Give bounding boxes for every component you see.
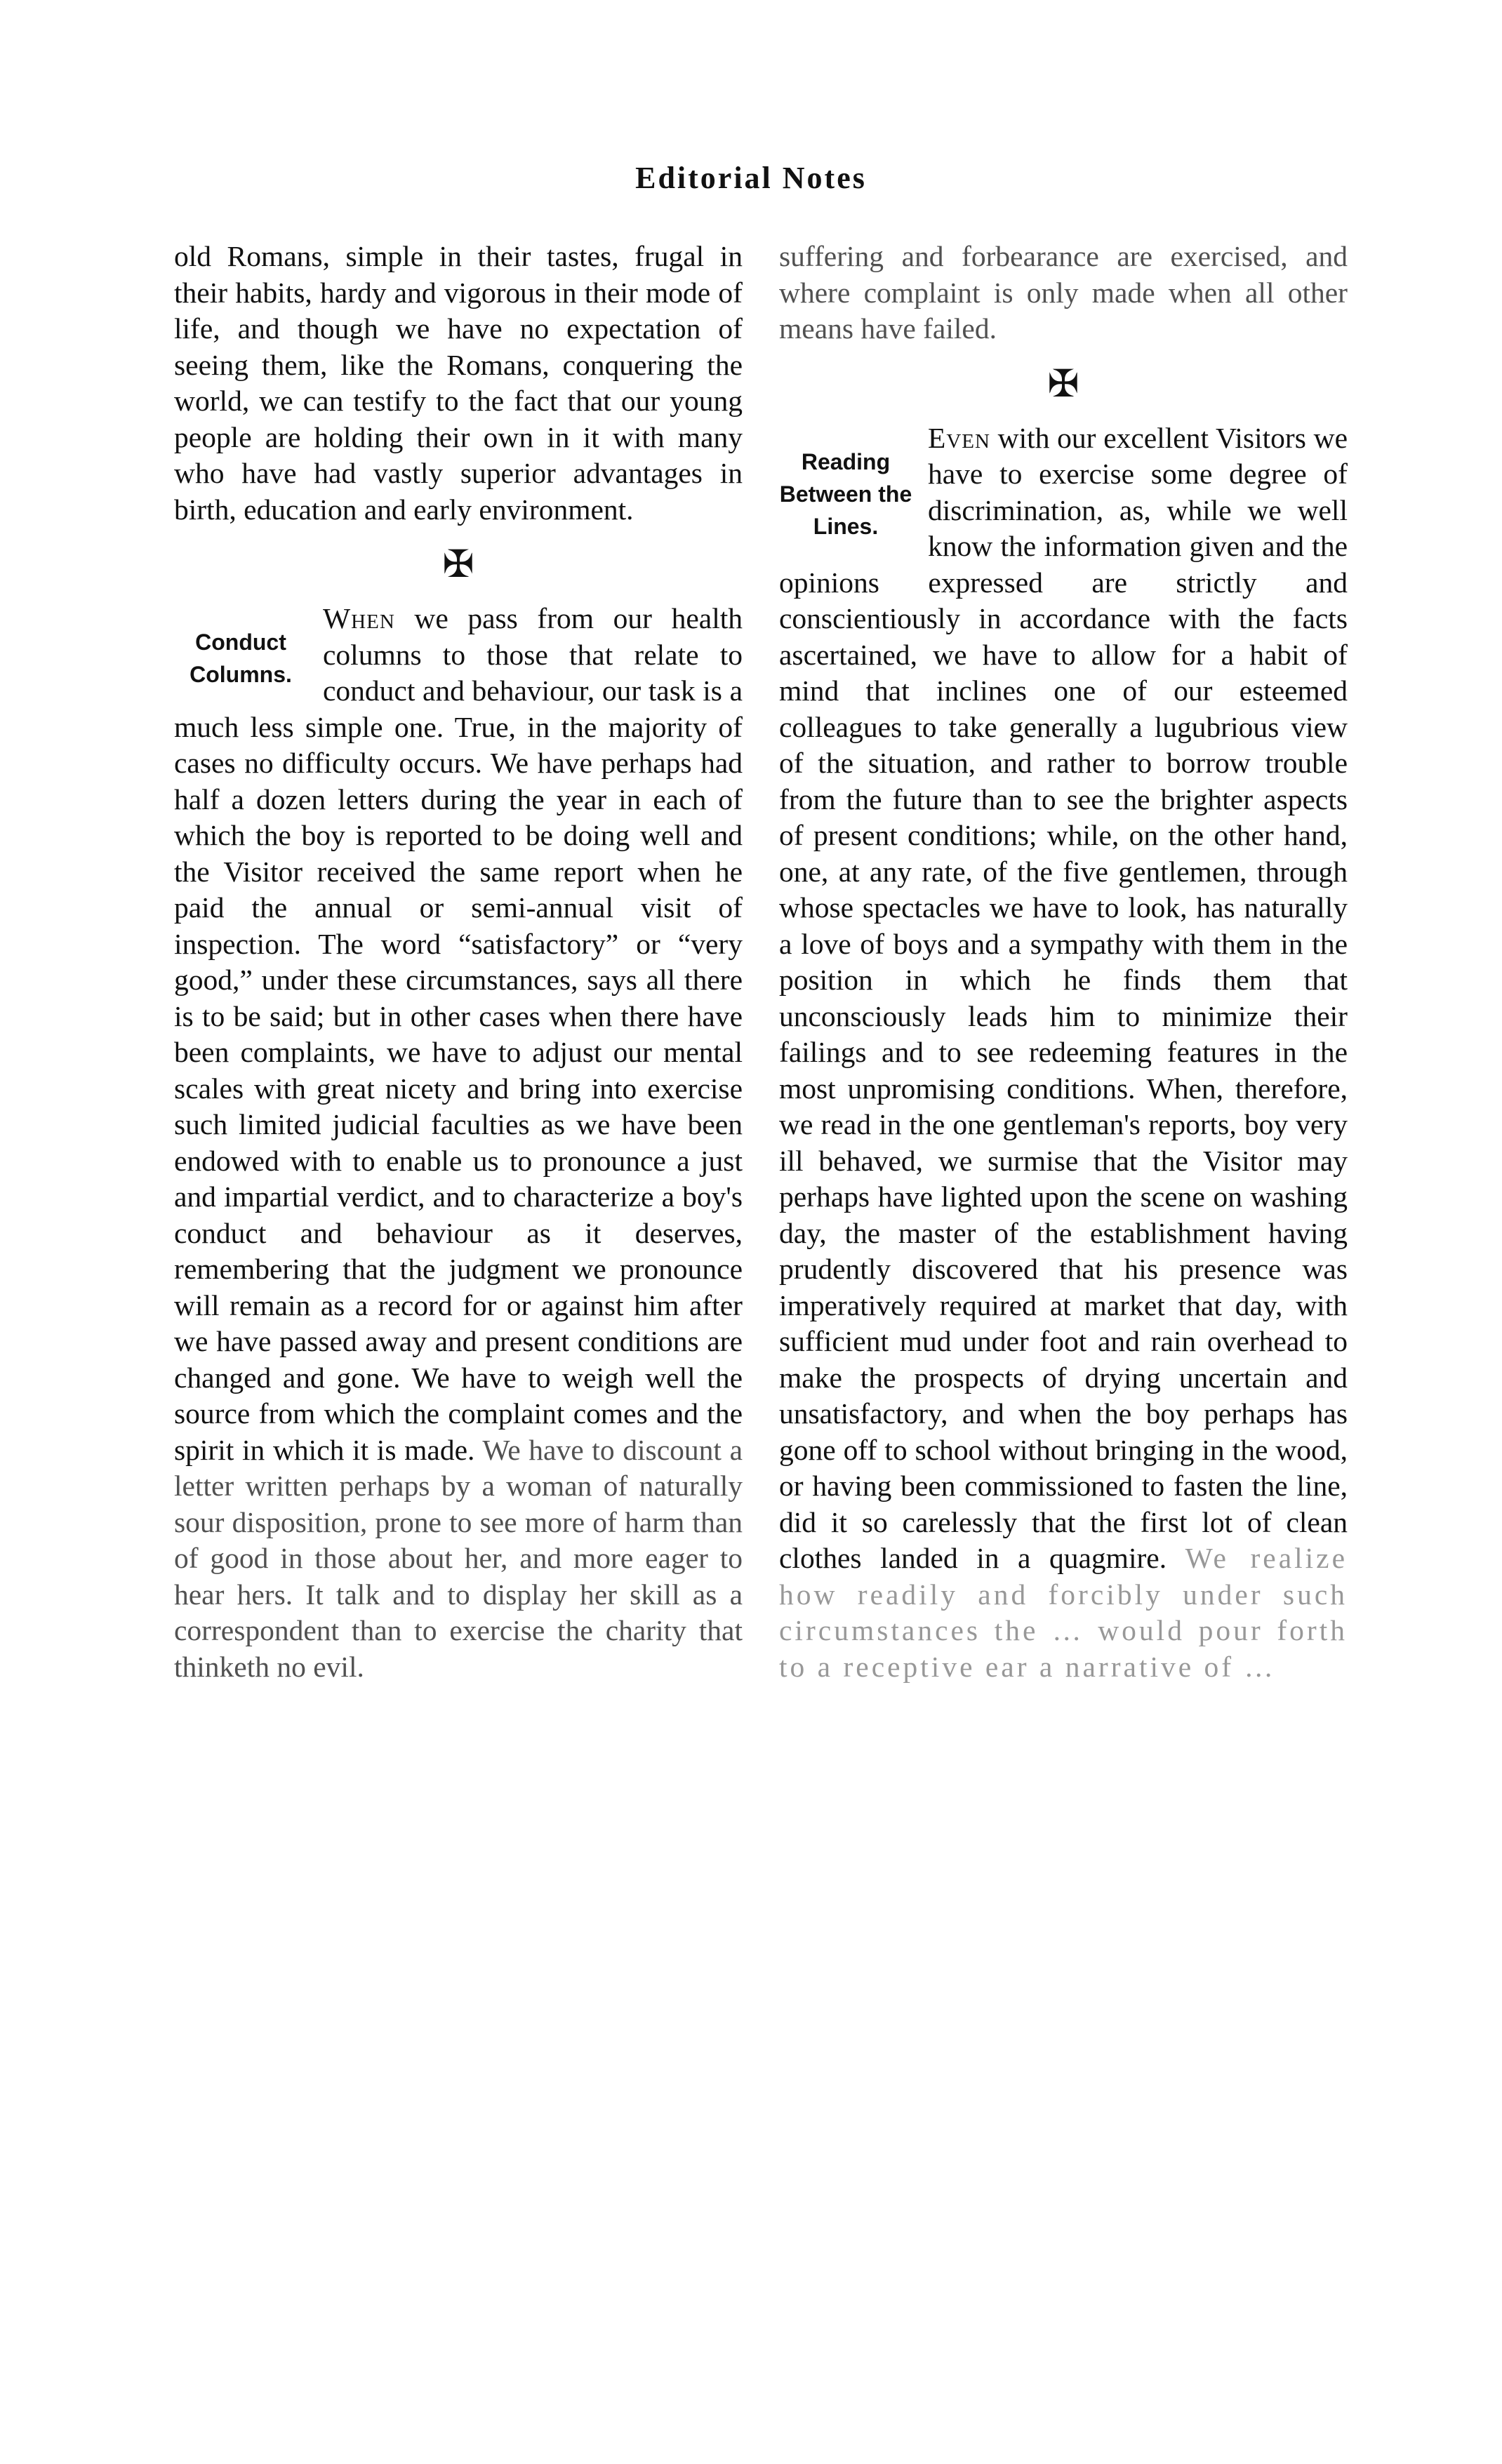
conduct-text: we pass from our health columns to those that relate to conduct and behaviour, our task is a much less simple one. True, in the majority of cases no difficulty occurs. We have perhaps had half a dozen letters during the year in each of which the boy is reported to be doing well and the Visitor received the same report when he paid the annual or semi-annual visit of inspection. The word “satisfactory” or “very good,” under these circumstances, says all there is to be said; but in other cases when there have been complaints, we have to adjust our mental scales with great nicety and bring into exercise such limited judicial faculties as we have been endowed with to enable us to pronounce a just and impartial verdict, and to characterize a boy's conduct and behaviour as it deserves, remembering that the judgment we pronounce will remain as a record for or against him after we have passed away and present conditions are changed and gone. We have to weigh well the source from which the complaint comes and the spirit in which it is made. bbox=[174, 602, 743, 1466]
reading-text: with our excellent Visitors we have to exercise some degree of discrimination, as, while we well know the information given and the opinions expressed are strictly and conscientiously in accordance with the facts ascertained, we have to allow for a habit of mind that inclines one of our esteemed colleagues to take generally a lugubrious view of the situation, and rather to borrow trouble from the future than to see the brighter aspects of present conditions; while, on the other hand, one, at any rate, of the five gentlemen, through whose spectacles we have to look, has naturally a love of boys and a sympathy with them in the position in which he finds them that unconsciously leads him to minimize their failings and to see redeeming features in the most unpromising conditions. When, therefore, we read in the one gentleman's reports, boy very ill behaved, we surmise that the Visitor may perhaps have lighted upon the scene on washing day, the master of the establishment having prudently discovered that his presence was imperatively required at market that day, with sufficient mud under foot and rain overhead to make the prospects of drying uncertain and unsatisfactory, and when the boy perhaps has gone off to school without bringing in the wood, or having been commissioned to fasten the line, did it so carelessly that the first lot of clean clothes landed in a quagmire. bbox=[779, 421, 1348, 1574]
conduct-paragraph bbox=[174, 601, 743, 1685]
right-column bbox=[779, 239, 1348, 1685]
side-heading-line: Lines. bbox=[813, 513, 879, 539]
reading-paragraph bbox=[779, 420, 1348, 1686]
faded-text: We realize how readily and forcibly under such circumstances the … would pour forth to a receptive ear a narrative of … bbox=[779, 1542, 1348, 1683]
right-intro-paragraph: suffering and forbearance are exercised, and where complaint is only made when all other means have failed. bbox=[779, 240, 1348, 345]
section-mark-icon: ✠ bbox=[442, 543, 474, 585]
section-mark-icon: ✠ bbox=[1047, 362, 1079, 405]
side-heading-line: Conduct bbox=[195, 630, 286, 655]
side-heading-line: Columns. bbox=[190, 662, 292, 687]
page-header: Editorial Notes bbox=[635, 161, 867, 195]
side-heading-line: Reading bbox=[801, 448, 891, 474]
lead-word: Even bbox=[928, 421, 990, 454]
faded-text: We have to discount a letter written perhaps by a woman of naturally sour disposition, prone to see more of harm than of good in those about her, and more eager to hear hers. It talk and to display her skill as a correspondent than to exercise the charity that thinketh no evil. bbox=[174, 1433, 743, 1683]
left-column bbox=[174, 239, 743, 1685]
left-intro-paragraph: old Romans, simple in their tastes, frugal in their habits, hardy and vigorous in their mode of life, and though we have no expectation of seeing them, like the Romans, conquering the world, we can testify to the fact that our young people are holding their own in it with many who have had vastly superior advantages in birth, education and early environment. bbox=[174, 240, 743, 526]
side-heading-conduct bbox=[174, 626, 307, 691]
side-heading-line: Between the bbox=[779, 481, 912, 507]
lead-word: When bbox=[323, 602, 395, 634]
side-heading-reading bbox=[779, 446, 912, 542]
